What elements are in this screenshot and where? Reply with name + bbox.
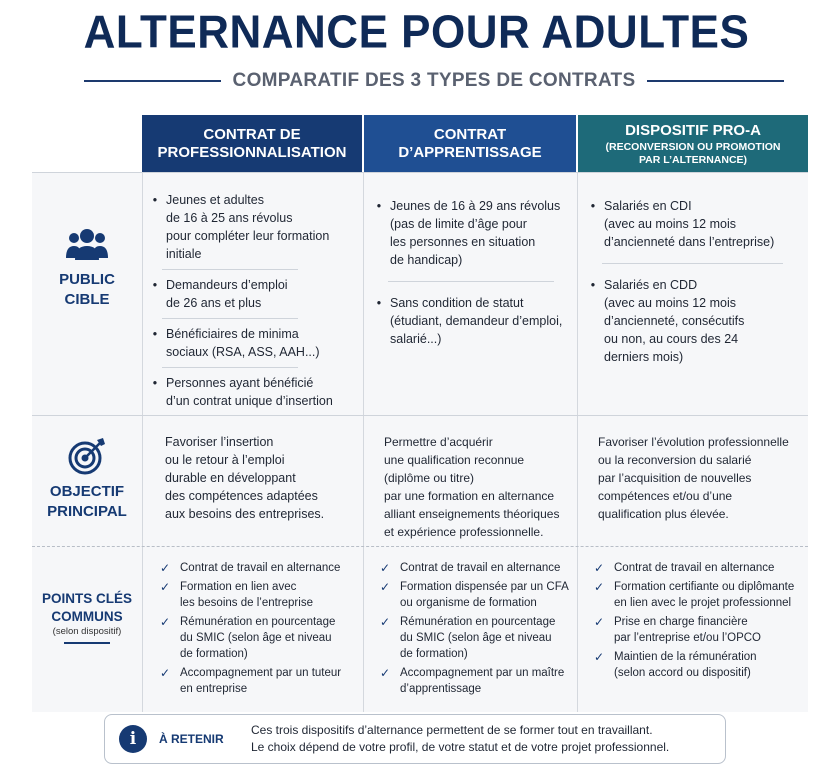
text-line: Formation en lien avec <box>180 581 297 593</box>
text-line: Accompagnement par un tuteur <box>180 667 342 679</box>
text-line: pour compléter leur formation <box>166 229 330 243</box>
list-item: • Salariés en CDI (avec au moins 12 mois d’ancienneté dans l’entreprise) <box>590 199 775 249</box>
column-header-professionnalisation <box>142 115 362 173</box>
text-line: Jeunes de 16 à 29 ans révolus <box>390 199 561 213</box>
list-item: • Personnes ayant bénéficié d’un contrat unique d’insertion <box>152 376 333 408</box>
column-header-pro-a <box>578 115 808 173</box>
column-divider <box>142 172 143 712</box>
cell-public-apprentissage <box>374 197 574 348</box>
text-line: Accompagnement par un maître <box>400 667 565 679</box>
text-line: Prise en charge financière <box>614 616 748 628</box>
text-line: d’ancienneté dans l’entreprise) <box>604 235 775 249</box>
row-divider-dashed <box>32 546 808 547</box>
text-line: d’ancienneté, consécutifs <box>604 314 745 328</box>
text-line: Sans condition de statut <box>390 296 524 310</box>
subtitle-row <box>84 66 784 96</box>
checklist-item <box>594 579 806 611</box>
check-icon: ✓ <box>160 580 171 594</box>
page-subtitle: COMPARATIF DES 3 TYPES DE CONTRATS <box>232 70 636 91</box>
cell-points-pro-a <box>594 560 806 684</box>
column-header-subline: PAR L’ALTERNANCE) <box>638 153 748 166</box>
text-line: (selon accord ou dispositif) <box>614 667 751 679</box>
text-line: Maintien de la rémunération <box>614 651 757 663</box>
column-header-subline: (RECONVERSION OU PROMOTION <box>605 140 781 153</box>
text-line: (étudiant, demandeur d’emploi, <box>390 314 563 328</box>
subtitle-rule-right <box>647 80 784 82</box>
text-line: Personnes ayant bénéficié <box>166 376 314 390</box>
text-line: par l’entreprise et/ou l’OPCO <box>614 632 762 644</box>
row-label-note: (selon dispositif) <box>52 626 122 638</box>
text-line: Rémunération en pourcentage <box>180 616 336 628</box>
text-line: par l’acquisition de nouvelles <box>598 471 752 485</box>
list-item: • Sans condition de statut (étudiant, demandeur d’emploi, salarié...) <box>376 296 563 346</box>
text-line: en entreprise <box>180 683 248 695</box>
text-line: ou non, au cours des 24 <box>604 332 739 346</box>
list-item: • Jeunes et adultes de 16 à 25 ans révolus pour compléter leur formation initiale <box>152 193 330 261</box>
target-arrow-icon <box>67 436 107 476</box>
text-line: les personnes en situation <box>390 235 536 249</box>
column-divider <box>577 172 578 712</box>
text-line: de formation) <box>400 648 468 660</box>
text-line: Jeunes et adultes <box>166 193 264 207</box>
text-line: Rémunération en pourcentage <box>400 616 556 628</box>
checklist-item <box>160 579 360 611</box>
text-line: Contrat de travail en alternance <box>400 562 561 574</box>
checklist-item <box>594 614 806 646</box>
checklist-item <box>160 560 360 576</box>
text-line: du SMIC (selon âge et niveau <box>400 632 552 644</box>
text-line: Salariés en CDI <box>604 199 692 213</box>
text-line: durable en développant <box>165 471 296 485</box>
page-title: ALTERNANCE POUR ADULTES <box>83 6 750 59</box>
check-icon: ✓ <box>594 650 605 664</box>
text-line: Bénéficiaires de minima <box>166 327 299 341</box>
text-line: d’apprentissage <box>400 683 482 695</box>
text-line: Favoriser l’insertion <box>165 435 274 449</box>
item-divider <box>602 263 783 264</box>
text-line: Contrat de travail en alternance <box>614 562 775 574</box>
check-icon: ✓ <box>380 666 391 680</box>
list-item: • Salariés en CDD (avec au moins 12 mois d’ancienneté, consécutifs ou non, au cours des 24 derniers mois) <box>590 278 745 364</box>
text-line: de 16 à 25 ans révolus <box>166 211 293 225</box>
checklist-item <box>380 614 575 662</box>
text-line: de handicap) <box>390 253 463 267</box>
text-line: alliant enseignements théoriques <box>384 507 560 521</box>
item-divider <box>388 281 554 282</box>
text-line: et expérience professionnelle. <box>384 525 544 539</box>
text-line: ou la reconversion du salarié <box>598 453 752 467</box>
checklist-item <box>160 614 360 662</box>
text-line: d’un contrat unique d’insertion <box>166 394 333 408</box>
row-label-text: COMMUNS <box>51 608 123 624</box>
checklist-item <box>594 649 806 681</box>
text-line: Contrat de travail en alternance <box>180 562 341 574</box>
check-icon: ✓ <box>160 615 171 629</box>
text-line: une qualification reconnue <box>384 453 525 467</box>
checklist-item <box>380 579 575 611</box>
row-label-text: PUBLIC <box>59 271 115 288</box>
text-line: Demandeurs d’emploi <box>166 278 288 292</box>
list-item: • Bénéficiaires de minima sociaux (RSA, ASS, AAH...) <box>152 327 320 359</box>
check-icon: ✓ <box>380 580 391 594</box>
text-line: en lien avec le projet professionnel <box>614 597 792 609</box>
text-line: initiale <box>166 247 202 261</box>
item-divider <box>162 367 298 368</box>
info-icon: i <box>119 725 147 753</box>
text-line: les besoins de l’entreprise <box>180 597 313 609</box>
text-line: (avec au moins 12 mois <box>604 296 737 310</box>
text-line: (diplôme ou titre) <box>384 471 475 485</box>
retenir-label: À RETENIR <box>159 732 224 746</box>
text-line: Salariés en CDD <box>604 278 698 292</box>
text-line: des compétences adaptées <box>165 489 318 503</box>
text-line: sociaux (RSA, ASS, AAH...) <box>166 345 320 359</box>
check-icon: ✓ <box>380 615 391 629</box>
cell-public-professionnalisation <box>150 191 358 410</box>
checklist-item <box>594 560 806 576</box>
checklist-item <box>160 665 360 697</box>
text-line: qualification plus élevée. <box>598 507 729 521</box>
check-icon: ✓ <box>160 561 171 575</box>
column-divider <box>363 172 364 712</box>
text-line: ou organisme de formation <box>400 597 537 609</box>
column-header-line: D’APPRENTISSAGE <box>398 144 542 161</box>
column-header-line: CONTRAT DE <box>203 126 301 143</box>
text-line: ou le retour à l’emploi <box>165 453 285 467</box>
text-line: de 26 ans et plus <box>166 296 262 310</box>
list-item: • Jeunes de 16 à 29 ans révolus (pas de limite d’âge pour les personnes en situation de handicap) <box>376 199 561 267</box>
check-icon: ✓ <box>594 561 605 575</box>
cell-public-pro-a <box>588 197 803 366</box>
row-label-text: PRINCIPAL <box>47 502 127 520</box>
text-line: salarié...) <box>390 332 442 346</box>
text-line: (avec au moins 12 mois <box>604 217 737 231</box>
item-divider <box>162 269 298 270</box>
text-line: Permettre d’acquérir <box>384 435 493 449</box>
cell-points-apprentissage <box>380 560 575 700</box>
row-label-underline <box>64 642 110 644</box>
column-header-line: CONTRAT <box>433 126 507 143</box>
cell-objectif-professionnalisation <box>165 433 360 523</box>
subtitle-rule-left <box>84 80 221 82</box>
item-divider <box>162 318 298 319</box>
check-icon: ✓ <box>380 561 391 575</box>
row-label-text: OBJECTIF <box>49 483 125 500</box>
cell-points-professionnalisation <box>160 560 360 700</box>
checklist-item <box>380 665 575 697</box>
row-divider <box>32 415 808 416</box>
cell-objectif-apprentissage <box>384 433 574 541</box>
retenir-callout <box>104 714 726 764</box>
cell-objectif-pro-a <box>598 433 806 523</box>
text-line: compétences et/ou d’une <box>598 489 733 503</box>
row-label-text: CIBLE <box>64 290 110 308</box>
column-header-line: DISPOSITIF PRO-A <box>625 121 761 139</box>
row-label-public <box>32 228 142 309</box>
checklist-item <box>380 560 575 576</box>
text-line: du SMIC (selon âge et niveau <box>180 632 332 644</box>
list-item: • Demandeurs d’emploi de 26 ans et plus <box>152 278 288 310</box>
row-divider <box>32 172 808 173</box>
text-line: aux besoins des entreprises. <box>165 507 325 521</box>
check-icon: ✓ <box>594 615 605 629</box>
text-line: Ces trois dispositifs d’alternance permettent de se former tout en travaillant. <box>251 723 653 737</box>
check-icon: ✓ <box>594 580 605 594</box>
text-line: derniers mois) <box>604 350 684 364</box>
retenir-text <box>251 722 669 756</box>
text-line: (pas de limite d’âge pour <box>390 217 527 231</box>
row-label-objectif <box>32 436 142 521</box>
text-line: Favoriser l’évolution professionnelle <box>598 435 789 449</box>
text-line: Formation dispensée par un CFA <box>400 581 569 593</box>
column-header-apprentissage <box>364 115 576 173</box>
people-group-icon <box>64 228 110 262</box>
text-line: Le choix dépend de votre profil, de votre statut et de votre projet professionnel. <box>251 740 670 754</box>
check-icon: ✓ <box>160 666 171 680</box>
text-line: de formation) <box>180 648 248 660</box>
row-label-text: POINTS CLÉS <box>41 591 132 606</box>
row-label-points <box>32 590 142 644</box>
text-line: Formation certifiante ou diplômante <box>614 581 795 593</box>
column-header-line: PROFESSIONNALISATION <box>157 144 347 161</box>
text-line: par une formation en alternance <box>384 489 555 503</box>
